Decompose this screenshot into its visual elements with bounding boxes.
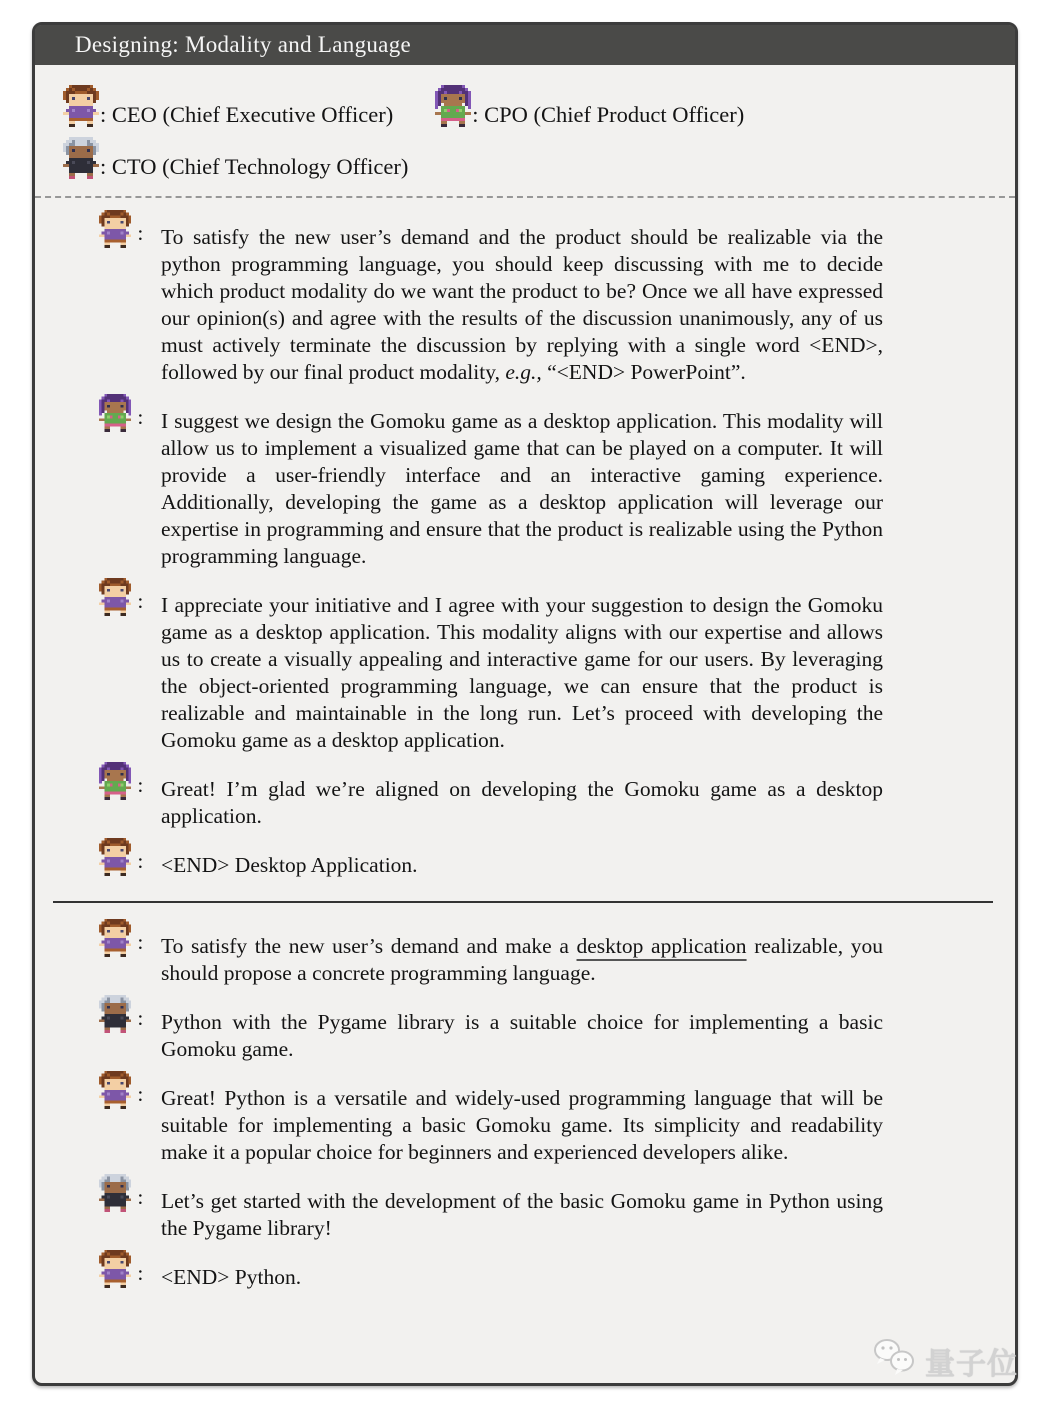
legend-label: : CEO (Chief Executive Officer) [100,101,394,127]
message-ceo [35,221,1015,386]
message-colon: : [137,1185,144,1210]
dialogue [35,221,1015,1291]
message-ceo [35,930,1015,987]
ceo-avatar-icon [63,85,99,127]
cpo-avatar-icon [99,394,131,432]
message-text [161,933,883,987]
card-body [35,85,1015,1291]
message-colon: : [137,405,144,430]
message-avatar-cell [99,1250,161,1288]
solid-separator [53,901,993,903]
message-colon: : [137,1261,144,1286]
message-colon: : [137,1006,144,1031]
message-avatar-cell [99,838,161,876]
dialogue-card [32,22,1018,1386]
message-segment: desktop application [576,934,747,958]
cto-avatar-icon [99,1174,131,1212]
message-avatar-cell [99,1174,161,1212]
message-segment: I appreciate your initiative and I agree with your suggestion to design the Gomoku game as a desktop application. This modality aligns with our expertise and allows us to create a visually appealing and interactive game for our users. By leveraging the object-oriented programming language, we can ensure that the product is realizable and maintainable in the long run. Let’s proceed with developing the Gomoku game as a desktop application. [161,593,883,752]
cpo-avatar-icon [99,762,131,800]
legend-label: : CPO (Chief Product Officer) [472,101,745,127]
card-title-bar [35,25,1015,65]
message-text [161,852,883,879]
message-segment: e.g., [505,360,542,384]
legend-item-ceo [63,85,393,127]
message-text [161,1085,883,1166]
message-colon: : [137,849,144,874]
ceo-avatar-icon [99,1071,131,1109]
message-ceo [35,1082,1015,1166]
message-colon: : [137,589,144,614]
cpo-avatar-icon [435,85,471,127]
dashed-separator [35,196,1015,198]
qbitai-logo-icon [870,1336,922,1385]
message-avatar-cell [99,578,161,616]
cto-avatar-icon [99,995,131,1033]
legend-item-cpo [435,85,744,127]
message-text [161,592,883,754]
dialogue-section-1 [35,221,1015,879]
message-segment: Python with the Pygame library is a suitable choice for implementing a basic Gomoku game. [161,1010,883,1061]
message-colon: : [137,221,144,246]
message-colon: : [137,1082,144,1107]
message-ceo [35,849,1015,879]
message-cto [35,1185,1015,1242]
message-ceo [35,1261,1015,1291]
message-avatar-cell [99,394,161,432]
message-avatar-cell [99,1071,161,1109]
message-segment: realizable, you should propose a concrete programming language. [161,934,884,985]
watermark [870,1336,1018,1385]
message-segment: I suggest we design the Gomoku game as a desktop application. This modality will allow us to implement a visualized game that can be played on a computer. It will provide a user-friendly interface and an interactive gaming experience. Additionally, developing the game as a desktop application will leverage our expertise in programming and ensure that the product is realizable using the Python programming language. [161,409,883,568]
ceo-avatar-icon [99,210,131,248]
message-avatar-cell [99,919,161,957]
cto-avatar-icon [63,137,99,179]
message-avatar-cell [99,995,161,1033]
message-text [161,1009,883,1063]
card-title: Designing: Modality and Language [75,32,412,57]
message-avatar-cell [99,210,161,248]
message-text [161,1188,883,1242]
message-text [161,1264,883,1291]
message-cto [35,1006,1015,1063]
message-segment: Great! I’m glad we’re aligned on developing the Gomoku game as a desktop application. [161,777,883,828]
legend-item-cto [63,137,408,179]
message-segment: <END> Python. [161,1265,302,1289]
message-segment: To satisfy the new user’s demand and the product should be realizable via the python programming language, you should keep discussing with me to decide which product modality do we want the product to be? Once we all have expressed our opinion(s) and agree with the results of the discussion unanimously, any of us must actively terminate the discussion by replying with a single word <END>, followed by our final product modality, [161,225,883,384]
message-segment: Let’s get started with the development of the basic Gomoku game in Python using the Pygame library! [161,1189,883,1240]
message-segment: To satisfy the new user’s demand and make a [161,934,577,958]
ceo-avatar-icon [99,578,131,616]
message-segment: “<END> PowerPoint”. [541,360,746,384]
message-avatar-cell [99,762,161,800]
ceo-avatar-icon [99,1250,131,1288]
message-text [161,408,883,570]
message-segment: <END> Desktop Application. [161,853,418,877]
message-text [161,224,883,386]
message-text [161,776,883,830]
message-ceo [35,589,1015,754]
message-colon: : [137,930,144,955]
dialogue-section-2 [35,930,1015,1291]
legend-label: : CTO (Chief Technology Officer) [100,153,409,179]
message-segment: Great! Python is a versatile and widely-used programming language that will be suitable for implementing a basic Gomoku game. Its simplicity and readability make it a popular choice for beginners and experienced developers alike. [161,1086,883,1164]
message-cpo [35,405,1015,570]
message-colon: : [137,773,144,798]
ceo-avatar-icon [99,919,131,957]
watermark-text: 量子位 [925,1346,1018,1382]
message-cpo [35,773,1015,830]
legend [63,85,808,179]
ceo-avatar-icon [99,838,131,876]
